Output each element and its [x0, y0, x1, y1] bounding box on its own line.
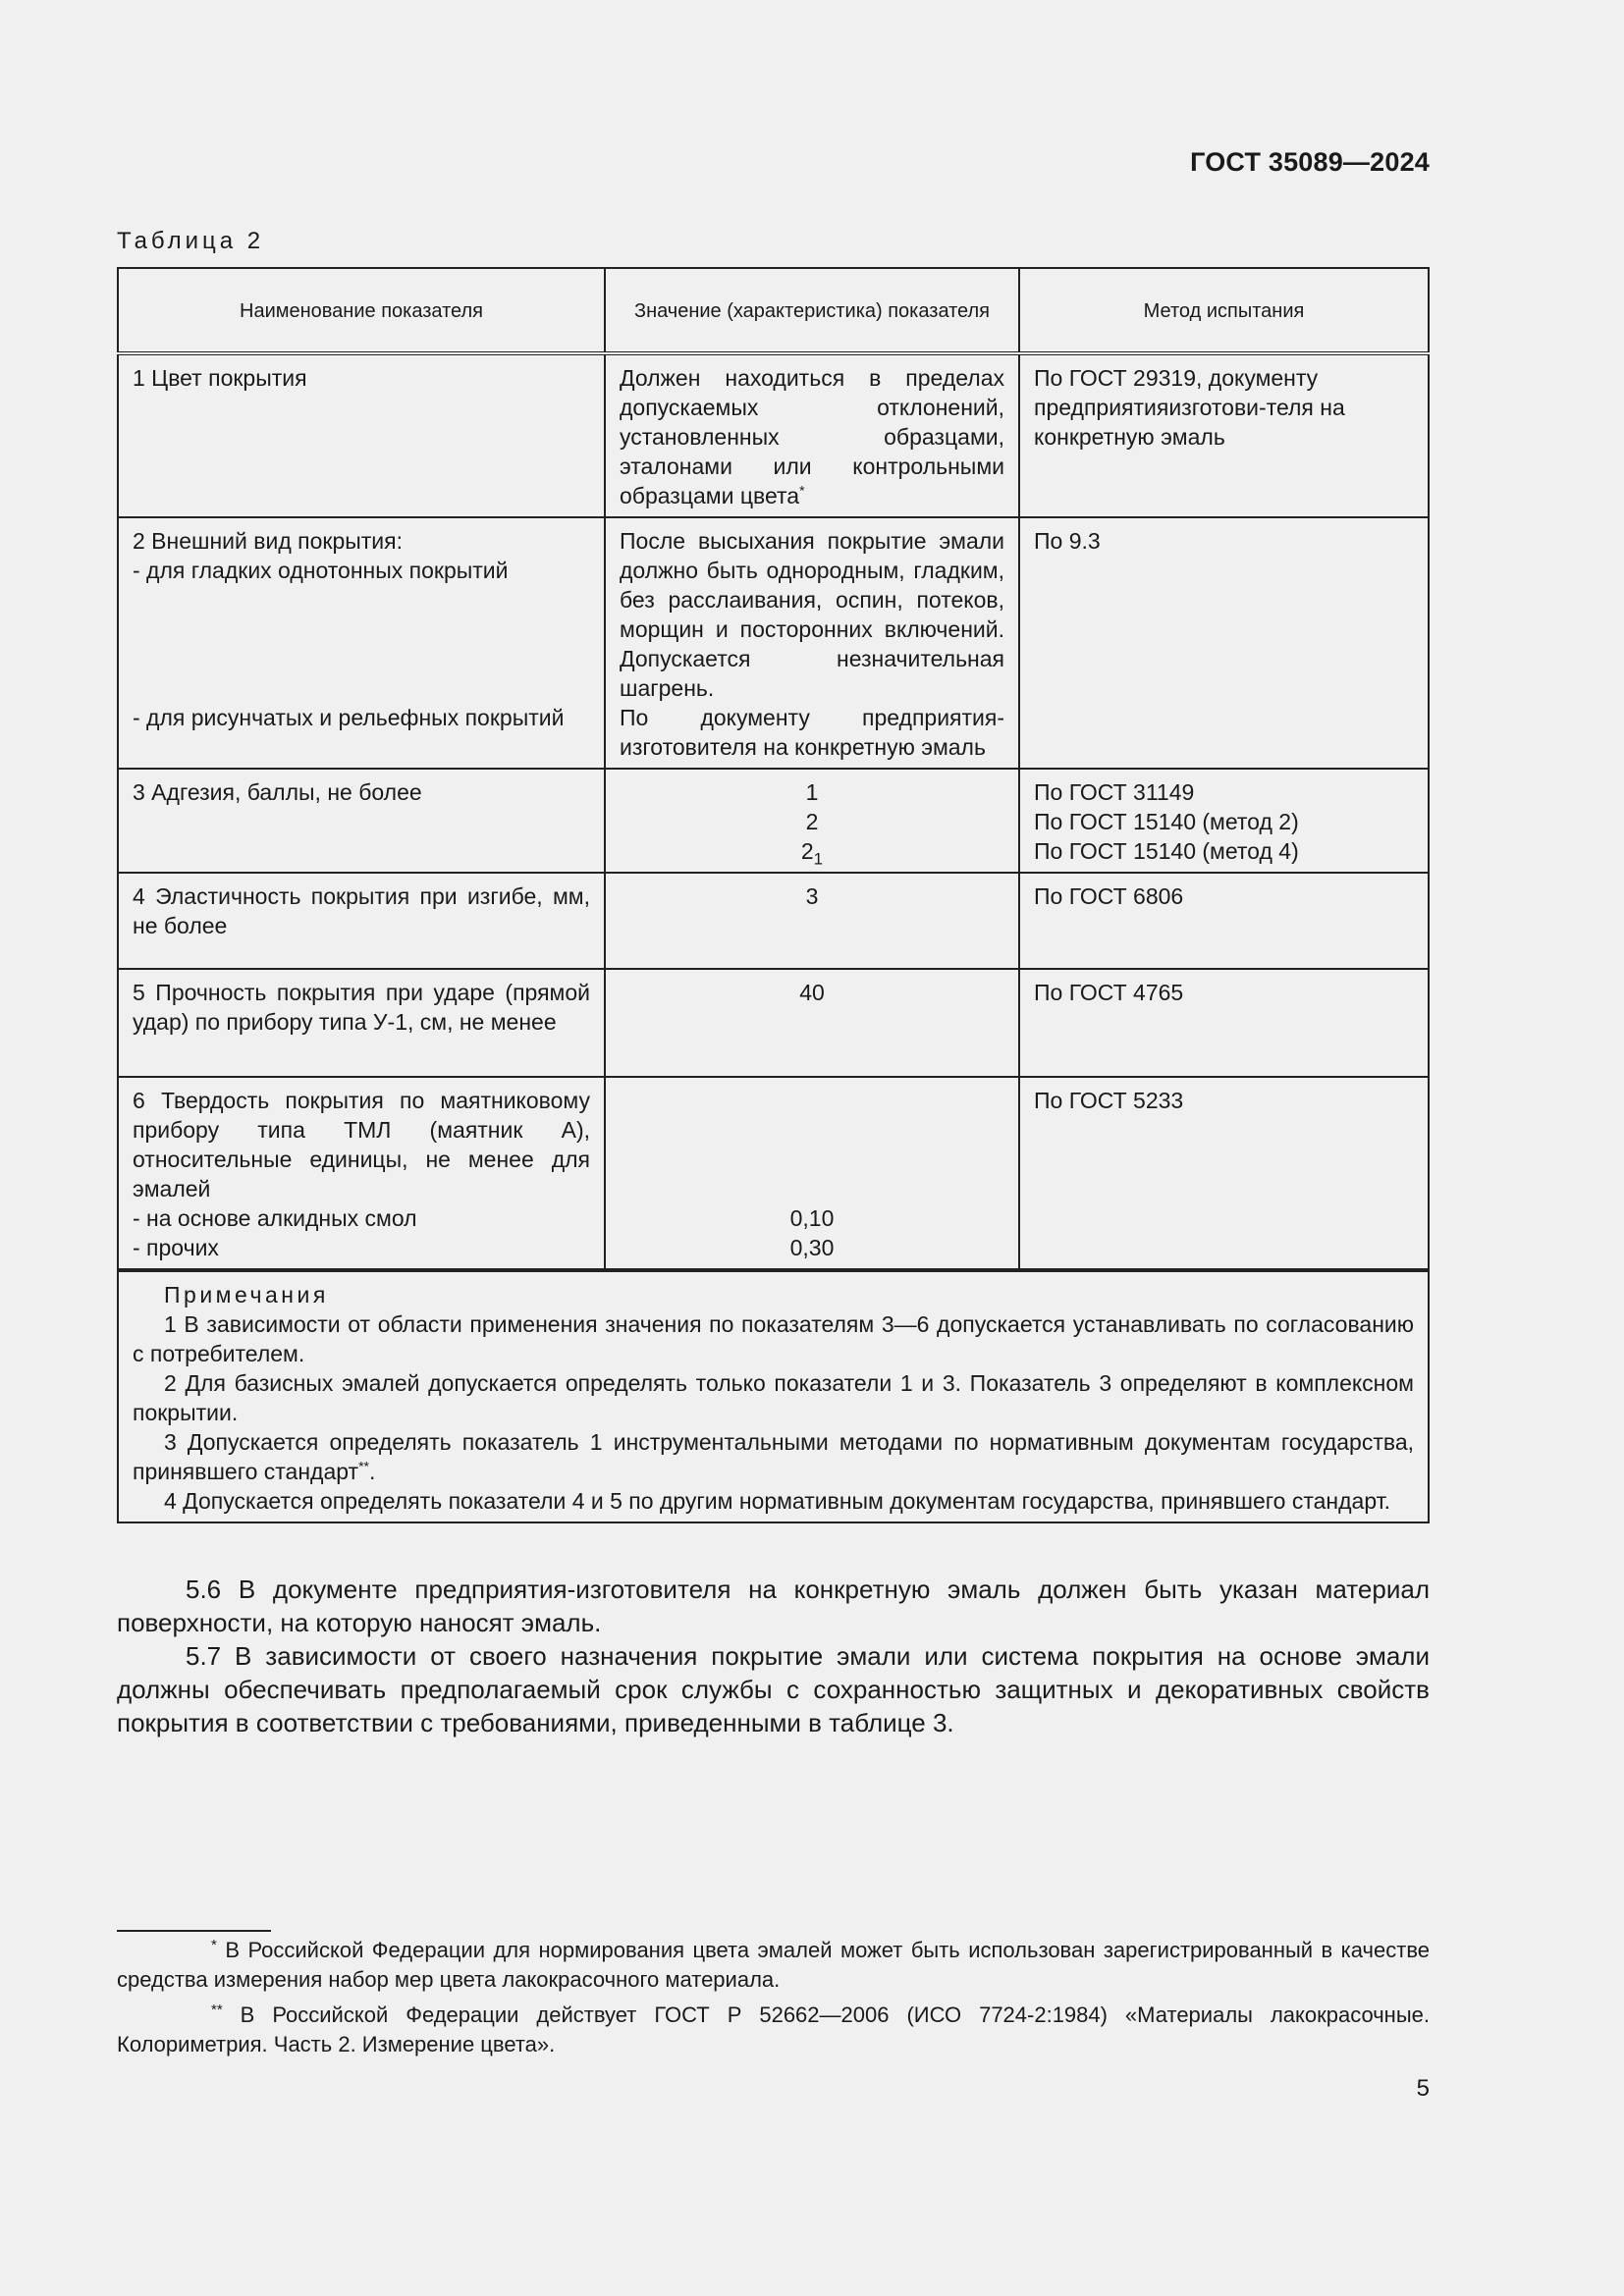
- row-5-name: 5 Прочность покрытия при ударе (прямой удар) по прибору типа У-1, см, не менее: [118, 969, 605, 1077]
- row-3-value-b: 2: [805, 809, 819, 834]
- footnote-ref-1: *: [799, 482, 805, 499]
- column-header-value: Значение (характеристика) показателя: [605, 268, 1019, 353]
- row-1-method: По ГОСТ 29319, документу предприятияизготови-теля на конкретную эмаль: [1019, 353, 1429, 517]
- footnote-2: ** В Российской Федерации действует ГОСТ Р 52662—2006 (ИСО 7724-2:1984) «Материалы лакокрасочные. Колориметрия. Часть 2. Измерение цвета».: [117, 2001, 1430, 2056]
- row-6-sub2: - прочих: [133, 1235, 219, 1260]
- table-row: [118, 517, 1429, 769]
- row-1-value: [605, 353, 1019, 517]
- row-2-method: По 9.3: [1019, 517, 1429, 769]
- table-caption: Таблица 2: [117, 228, 265, 254]
- row-5-method: По ГОСТ 4765: [1019, 969, 1429, 1077]
- row-6-value: [605, 1077, 1019, 1270]
- note-2: 2 Для базисных эмалей допускается определять только показатели 1 и 3. Показатель 3 определяют в комплексном покрытии.: [133, 1370, 1414, 1425]
- note-3-text: 3 Допускается определять показатель 1 инструментальными методами по нормативным документам государства, принявшего стандарт: [133, 1429, 1414, 1484]
- notes-row: [118, 1270, 1429, 1522]
- row-1-name: 1 Цвет покрытия: [118, 353, 605, 517]
- column-header-name: Наименование показателя: [118, 268, 605, 353]
- paragraph-5-7: [117, 1639, 1430, 1739]
- note-1: 1 В зависимости от области применения значения по показателям 3—6 допускается устанавливать по согласованию с потребителем.: [133, 1311, 1414, 1366]
- row-6-name: [118, 1077, 605, 1270]
- row-3-value: [605, 769, 1019, 873]
- row-3-value-c: [620, 836, 1004, 869]
- row-6-value1: 0,10: [789, 1205, 835, 1231]
- table-notes: [118, 1270, 1429, 1522]
- row-2-value1: После высыхания покрытие эмали должно быть однородным, гладким, без расслаивания, оспин, потеков, морщин и посторонних включений. Допускается незначительная шагрень.: [620, 528, 1004, 701]
- row-6-sub1: - на основе алкидных смол: [133, 1205, 417, 1231]
- row-2-name: [118, 517, 605, 769]
- row-3-method-a: По ГОСТ 31149: [1034, 779, 1195, 805]
- footnote-ref-2: **: [358, 1458, 369, 1474]
- spec-table: [117, 267, 1430, 1523]
- table-header-row: [118, 268, 1429, 353]
- row-6-value2: 0,30: [789, 1235, 835, 1260]
- note-4: 4 Допускается определять показатели 4 и 5 по другим нормативным документам государства, принявшего стандарт.: [164, 1488, 1391, 1514]
- table-row: [118, 969, 1429, 1077]
- row-3-value-a: 1: [805, 779, 819, 805]
- row-3-method-b: По ГОСТ 15140 (метод 2): [1034, 809, 1299, 834]
- row-2-sub1: - для гладких однотонных покрытий: [133, 558, 509, 583]
- row-4-method: По ГОСТ 6806: [1019, 873, 1429, 969]
- table-row: [118, 873, 1429, 969]
- row-1-value-text: Должен находиться в пределах допускаемых отклонений, установленных образцами, эталонами или контрольными образцами цвета: [620, 365, 1004, 508]
- footnote-1: * В Российской Федерации для нормирования цвета эмалей может быть использован зарегистрированный в качестве средства измерения набор мер цвета лакокрасочного материала.: [117, 1936, 1430, 1992]
- row-3-method-c: По ГОСТ 15140 (метод 4): [1034, 838, 1299, 864]
- row-2-title: 2 Внешний вид покрытия:: [133, 528, 403, 554]
- row-2-value2: По документу предприятия-изготовителя на конкретную эмаль: [620, 705, 1004, 760]
- table-row: [118, 1077, 1429, 1270]
- footnote-separator: [117, 1930, 271, 1932]
- paragraph-5-7-text: 5.7 В зависимости от своего назначения покрытие эмали или система покрытия на основе эмали должны обеспечивать предполагаемый срок службы с сохранностью защитных и декоративных свойств покрытия в соответствии с требованиями, приведенными в таблице 3.: [117, 1641, 1430, 1737]
- row-4-value: 3: [605, 873, 1019, 969]
- row-3-method: [1019, 769, 1429, 873]
- paragraph-5-6: [117, 1573, 1430, 1639]
- row-3-value-c-main: 2: [800, 838, 814, 864]
- page-number: 5: [1416, 2075, 1430, 2102]
- note-3: [133, 1427, 1414, 1486]
- row-4-name: 4 Эластичность покрытия при изгибе, мм, не более: [118, 873, 605, 969]
- footnote-2-text: В Российской Федерации действует ГОСТ Р 52662—2006 (ИСО 7724-2:1984) «Материалы лакокрасочные. Колориметрия. Часть 2. Измерение цвета».: [117, 2002, 1430, 2056]
- row-6-method: По ГОСТ 5233: [1019, 1077, 1429, 1270]
- row-2-sub2: - для рисунчатых и рельефных покрытий: [133, 705, 565, 730]
- row-3-name: 3 Адгезия, баллы, не более: [118, 769, 605, 873]
- row-6-title: 6 Твердость покрытия по маятниковому прибору типа ТМЛ (маятник А), относительные единицы, не менее для эмалей: [133, 1088, 590, 1201]
- paragraph-5-6-text: 5.6 В документе предприятия-изготовителя на конкретную эмаль должен быть указан материал поверхности, на которую наносят эмаль.: [117, 1575, 1430, 1637]
- column-header-method: Метод испытания: [1019, 268, 1429, 353]
- row-2-value: [605, 517, 1019, 769]
- table-row: [118, 769, 1429, 873]
- notes-title: Примечания: [164, 1282, 329, 1308]
- footnote-1-text: В Российской Федерации для нормирования цвета эмалей может быть использован зарегистрированный в качестве средства измерения набор мер цвета лакокрасочного материала.: [117, 1938, 1430, 1992]
- standard-designation: ГОСТ 35089—2024: [1190, 147, 1430, 177]
- note-3-end: .: [369, 1459, 376, 1484]
- row-3-value-c-sub: 1: [813, 849, 824, 869]
- row-5-value: 40: [605, 969, 1019, 1077]
- table-row: [118, 353, 1429, 517]
